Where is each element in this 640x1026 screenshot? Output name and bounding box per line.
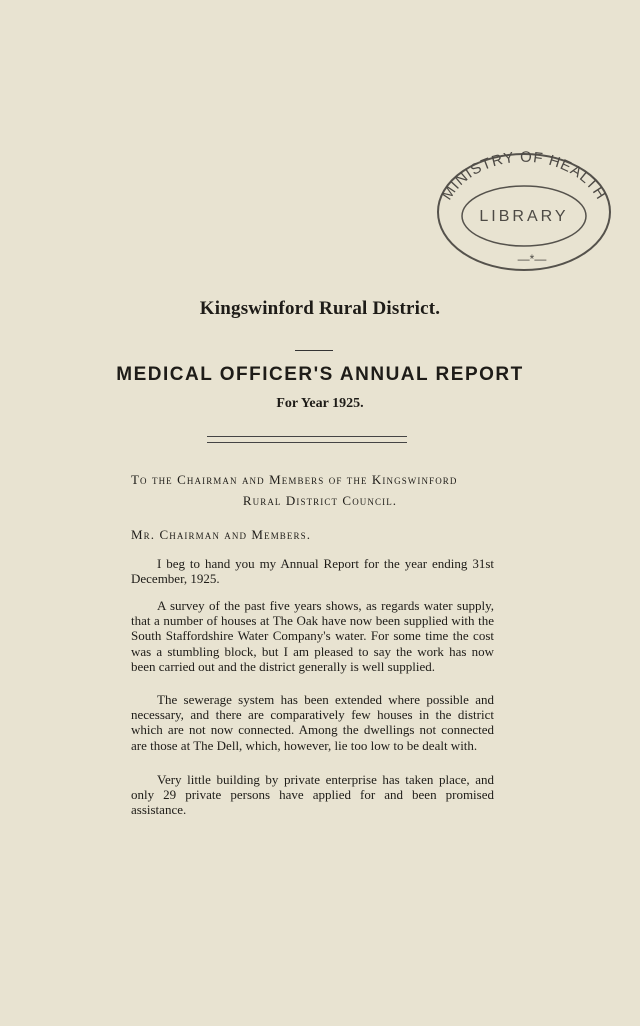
stamp-star-line: —*—	[517, 252, 547, 266]
paragraph-sewerage: The sewerage system has been extended where possible and necessary, and there are comparatively few houses in the district which are not now connected. Among the dwellings not connected are those at The Dell, which, however, lie too low to be dealt with.	[131, 692, 494, 753]
paragraph-building: Very little building by private enterprise has taken place, and only 29 private persons have applied for and been promised assistance.	[131, 772, 494, 818]
double-divider	[207, 436, 407, 443]
address-line-2: Rural District Council.	[242, 493, 398, 508]
report-year: For Year 1925.	[276, 396, 364, 411]
paragraph-water-supply: A survey of the past five years shows, as regards water supply, that a number of houses at The Oak have now been supplied with the South Staffordshire Water Company's water. For some time the cost was a stumbling block, but I am pleased to say the work has now been carried out and the district generally is well supplied.	[131, 598, 494, 674]
district-heading: Kingswinford Rural District.	[199, 298, 441, 319]
short-divider	[295, 350, 333, 351]
salutation: Mr. Chairman and Members.	[131, 527, 312, 542]
address-line-1: To the Chairman and Members of the Kingswinford	[131, 472, 458, 487]
paragraph-intro: I beg to hand you my Annual Report for the year ending 31st December, 1925.	[131, 556, 494, 587]
library-stamp	[424, 150, 624, 280]
stamp-center-text: LIBRARY	[479, 208, 569, 225]
stamp-arc-text: MINISTRY OF HEALTH	[438, 150, 610, 204]
report-title: MEDICAL OFFICER'S ANNUAL REPORT	[116, 364, 524, 385]
